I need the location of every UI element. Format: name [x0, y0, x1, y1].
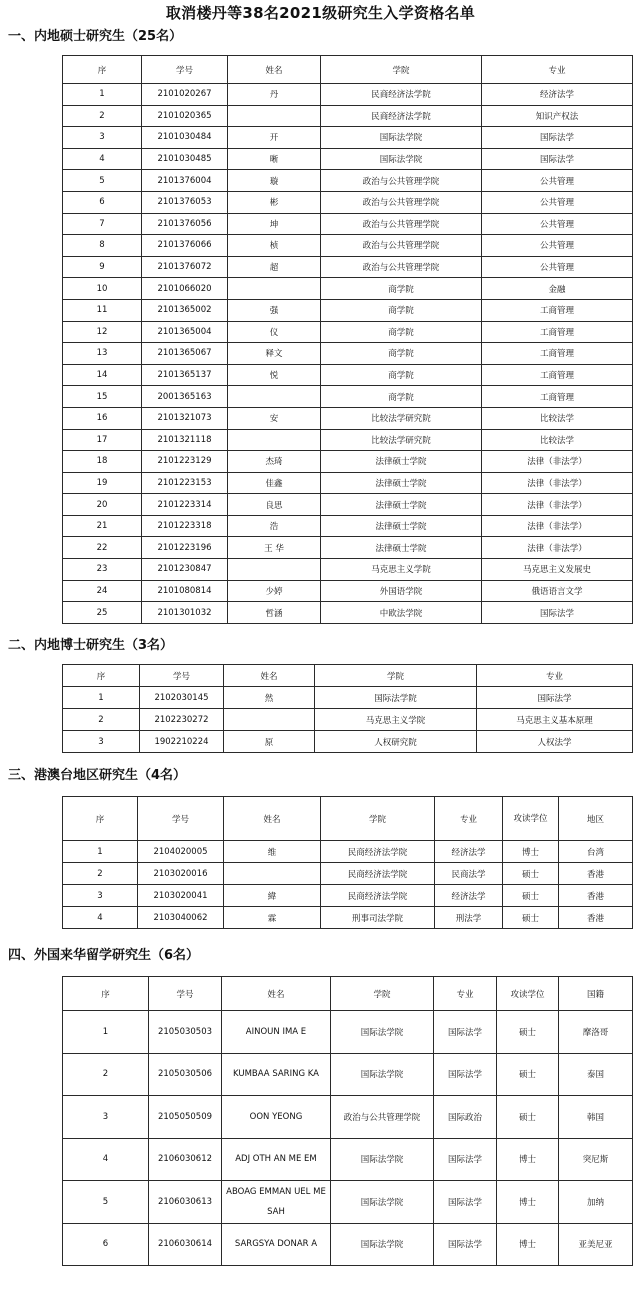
cell-college: 国际法学院 [331, 1138, 434, 1181]
cell-college: 商学院 [321, 364, 482, 386]
table-row [63, 364, 633, 386]
cell-nationality: 泰国 [559, 1053, 633, 1096]
cell-major: 国际政治 [434, 1096, 497, 1139]
cell-index: 14 [63, 364, 142, 386]
cell-college: 比较法学研究院 [321, 429, 482, 451]
cell-nationality: 摩洛哥 [559, 1011, 633, 1054]
cell-major: 人权法学 [477, 731, 633, 753]
cell-name: ADJ OTH AN ME EM [222, 1138, 331, 1181]
cell-index: 20 [63, 494, 142, 516]
cell-major: 金融 [482, 278, 633, 300]
cell-major: 国际法学 [482, 127, 633, 149]
cell-name: 丹 [228, 84, 321, 106]
cell-major: 俄语语言文学 [482, 580, 633, 602]
cell-name: 超 [228, 256, 321, 278]
cell-student-id: 2101321118 [142, 429, 228, 451]
cell-index: 2 [63, 105, 142, 127]
table-row [63, 580, 633, 602]
cell-index: 5 [63, 1181, 149, 1224]
header-major: 专业 [477, 665, 633, 687]
cell-region: 香港 [559, 863, 633, 885]
cell-major: 国际法学 [482, 148, 633, 170]
cell-name: 开 [228, 127, 321, 149]
cell-index: 8 [63, 235, 142, 257]
table-row [63, 170, 633, 192]
cell-index: 7 [63, 213, 142, 235]
cell-name: 释文 [228, 343, 321, 365]
cell-index: 6 [63, 1223, 149, 1266]
cell-nationality: 加纳 [559, 1181, 633, 1224]
cell-name: 霖 [224, 907, 321, 929]
header-college: 学院 [321, 797, 435, 841]
cell-student-id: 2106030614 [149, 1223, 222, 1266]
cell-college: 政治与公共管理学院 [331, 1096, 434, 1139]
cell-index: 10 [63, 278, 142, 300]
cell-college: 商学院 [321, 343, 482, 365]
cell-major: 经济法学 [482, 84, 633, 106]
cell-college: 国际法学院 [315, 687, 477, 709]
cell-index: 25 [63, 602, 142, 624]
header-name: 姓名 [224, 665, 315, 687]
cell-nationality: 突尼斯 [559, 1138, 633, 1181]
cell-degree: 硕士 [503, 885, 559, 907]
cell-college: 政治与公共管理学院 [321, 191, 482, 213]
cell-student-id: 2101223318 [142, 515, 228, 537]
table-row [63, 602, 633, 624]
cell-college: 民商经济法学院 [321, 841, 435, 863]
cell-name [228, 278, 321, 300]
cell-index: 3 [63, 731, 140, 753]
header-major: 专业 [434, 977, 497, 1011]
table-row [63, 105, 633, 127]
cell-college: 政治与公共管理学院 [321, 256, 482, 278]
cell-name: 坤 [228, 213, 321, 235]
cell-college: 国际法学院 [331, 1181, 434, 1224]
cell-index: 2 [63, 709, 140, 731]
table-row [63, 148, 633, 170]
cell-degree: 硕士 [503, 863, 559, 885]
cell-student-id: 2001365163 [142, 386, 228, 408]
table-row [63, 407, 633, 429]
cell-major: 公共管理 [482, 256, 633, 278]
cell-college: 商学院 [321, 321, 482, 343]
section-heading-hk-macau-taiwan: 三、港澳台地区研究生（4名） [8, 768, 187, 783]
table-row [63, 1223, 633, 1266]
table-row [63, 863, 633, 885]
cell-student-id: 2102030145 [140, 687, 224, 709]
cell-college: 法律硕士学院 [321, 537, 482, 559]
cell-name: SARGSYA DONAR A [222, 1223, 331, 1266]
cell-college: 法律硕士学院 [321, 515, 482, 537]
cell-college: 商学院 [321, 386, 482, 408]
cell-name: 王 华 [228, 537, 321, 559]
cell-major: 经济法学 [435, 885, 503, 907]
cell-index: 4 [63, 907, 138, 929]
cell-college: 马克思主义学院 [315, 709, 477, 731]
cell-degree: 博士 [497, 1138, 559, 1181]
table-row [63, 235, 633, 257]
cell-major: 公共管理 [482, 213, 633, 235]
cell-name: 维 [224, 841, 321, 863]
cell-major: 法律（非法学） [482, 451, 633, 473]
cell-student-id: 2101365002 [142, 299, 228, 321]
cell-index: 13 [63, 343, 142, 365]
cell-college: 国际法学院 [331, 1011, 434, 1054]
cell-degree: 硕士 [497, 1011, 559, 1054]
cell-name: 仪 [228, 321, 321, 343]
cell-major: 国际法学 [434, 1138, 497, 1181]
cell-index: 1 [63, 687, 140, 709]
cell-major: 公共管理 [482, 170, 633, 192]
header-index: 序 [63, 797, 138, 841]
table-row [63, 84, 633, 106]
header-student-id: 学号 [142, 56, 228, 84]
header-index: 序 [63, 56, 142, 84]
cell-index: 21 [63, 515, 142, 537]
cell-name: 緯 [224, 885, 321, 907]
section-heading-master: 一、内地硕士研究生（25名） [8, 29, 183, 44]
section-heading-doctoral: 二、内地博士研究生（3名） [8, 638, 174, 653]
table-row [63, 472, 633, 494]
cell-college: 民商经济法学院 [321, 863, 435, 885]
table-master-students [62, 55, 633, 624]
cell-major: 工商管理 [482, 364, 633, 386]
table-header-row [63, 56, 633, 84]
cell-major: 国际法学 [434, 1181, 497, 1224]
cell-major: 国际法学 [477, 687, 633, 709]
cell-student-id: 2105030503 [149, 1011, 222, 1054]
table-row [63, 429, 633, 451]
cell-major: 国际法学 [482, 602, 633, 624]
header-college: 学院 [331, 977, 434, 1011]
table-row [63, 213, 633, 235]
cell-region: 台湾 [559, 841, 633, 863]
cell-student-id: 2101376066 [142, 235, 228, 257]
cell-name: 原 [224, 731, 315, 753]
cell-student-id: 2101365004 [142, 321, 228, 343]
cell-index: 11 [63, 299, 142, 321]
cell-major: 民商法学 [435, 863, 503, 885]
cell-name: 浩 [228, 515, 321, 537]
cell-college: 外国语学院 [321, 580, 482, 602]
header-index: 序 [63, 665, 140, 687]
cell-name [228, 429, 321, 451]
cell-major: 法律（非法学） [482, 472, 633, 494]
cell-index: 12 [63, 321, 142, 343]
cell-college: 人权研究院 [315, 731, 477, 753]
cell-index: 16 [63, 407, 142, 429]
cell-college: 政治与公共管理学院 [321, 235, 482, 257]
cell-college: 民商经济法学院 [321, 105, 482, 127]
cell-index: 4 [63, 1138, 149, 1181]
header-degree: 攻读学位 [503, 797, 559, 841]
header-student-id: 学号 [140, 665, 224, 687]
header-college: 学院 [315, 665, 477, 687]
cell-major: 马克思主义基本原理 [477, 709, 633, 731]
cell-name: 晰 [228, 148, 321, 170]
cell-name: 悦 [228, 364, 321, 386]
table-row [63, 127, 633, 149]
cell-college: 国际法学院 [321, 127, 482, 149]
cell-student-id: 2101066020 [142, 278, 228, 300]
cell-college: 政治与公共管理学院 [321, 170, 482, 192]
cell-major: 经济法学 [435, 841, 503, 863]
cell-student-id: 2103020041 [138, 885, 224, 907]
cell-major: 法律（非法学） [482, 537, 633, 559]
cell-name: 彬 [228, 191, 321, 213]
table-row [63, 343, 633, 365]
cell-major: 知识产权法 [482, 105, 633, 127]
cell-college: 民商经济法学院 [321, 84, 482, 106]
table-row [63, 1011, 633, 1054]
table-doctoral-students [62, 664, 633, 753]
cell-college: 法律硕士学院 [321, 494, 482, 516]
cell-name: 少婷 [228, 580, 321, 602]
table-row [63, 709, 633, 731]
cell-index: 1 [63, 1011, 149, 1054]
cell-major: 比较法学 [482, 407, 633, 429]
cell-student-id: 2106030612 [149, 1138, 222, 1181]
cell-index: 9 [63, 256, 142, 278]
cell-major: 工商管理 [482, 299, 633, 321]
header-region: 地区 [559, 797, 633, 841]
cell-region: 香港 [559, 885, 633, 907]
cell-student-id: 2105030506 [149, 1053, 222, 1096]
cell-major: 马克思主义发展史 [482, 559, 633, 581]
cell-major: 比较法学 [482, 429, 633, 451]
cell-college: 国际法学院 [321, 148, 482, 170]
cell-major: 法律（非法学） [482, 494, 633, 516]
cell-student-id: 2103040062 [138, 907, 224, 929]
cell-student-id: 2101376053 [142, 191, 228, 213]
cell-student-id: 2103020016 [138, 863, 224, 885]
header-name: 姓名 [228, 56, 321, 84]
cell-degree: 硕士 [497, 1053, 559, 1096]
cell-major: 工商管理 [482, 386, 633, 408]
table-hmt-students [62, 796, 633, 929]
header-name: 姓名 [222, 977, 331, 1011]
cell-name: ABOAG EMMAN UEL ME SAH [222, 1181, 331, 1224]
cell-name [228, 105, 321, 127]
cell-college: 国际法学院 [331, 1223, 434, 1266]
table-row [63, 321, 633, 343]
cell-name: 强 [228, 299, 321, 321]
cell-degree: 硕士 [503, 907, 559, 929]
cell-college: 中欧法学院 [321, 602, 482, 624]
cell-student-id: 2101030485 [142, 148, 228, 170]
table-row [63, 386, 633, 408]
cell-name [224, 863, 321, 885]
table-row [63, 559, 633, 581]
cell-name [224, 709, 315, 731]
cell-index: 5 [63, 170, 142, 192]
header-student-id: 学号 [149, 977, 222, 1011]
cell-college: 刑事司法学院 [321, 907, 435, 929]
cell-index: 6 [63, 191, 142, 213]
table-header-row [63, 797, 633, 841]
cell-student-id: 2101020267 [142, 84, 228, 106]
cell-student-id: 1902210224 [140, 731, 224, 753]
cell-name: 桢 [228, 235, 321, 257]
header-college: 学院 [321, 56, 482, 84]
cell-major: 国际法学 [434, 1011, 497, 1054]
table-row [63, 451, 633, 473]
table-header-row [63, 977, 633, 1011]
header-index: 序 [63, 977, 149, 1011]
cell-student-id: 2104020005 [138, 841, 224, 863]
cell-student-id: 2105050509 [149, 1096, 222, 1139]
cell-college: 法律硕士学院 [321, 451, 482, 473]
header-nationality: 国籍 [559, 977, 633, 1011]
table-row [63, 1181, 633, 1224]
cell-nationality: 韩国 [559, 1096, 633, 1139]
cell-major: 公共管理 [482, 191, 633, 213]
cell-degree: 博士 [497, 1181, 559, 1224]
cell-major: 公共管理 [482, 235, 633, 257]
cell-student-id: 2101223129 [142, 451, 228, 473]
table-row [63, 537, 633, 559]
cell-index: 3 [63, 127, 142, 149]
table-row [63, 494, 633, 516]
cell-major: 国际法学 [434, 1053, 497, 1096]
cell-nationality: 亚美尼亚 [559, 1223, 633, 1266]
cell-student-id: 2101223314 [142, 494, 228, 516]
table-row [63, 299, 633, 321]
table-row [63, 278, 633, 300]
cell-student-id: 2101376072 [142, 256, 228, 278]
cell-index: 3 [63, 1096, 149, 1139]
cell-name: 然 [224, 687, 315, 709]
table-row [63, 191, 633, 213]
table-row [63, 907, 633, 929]
cell-student-id: 2101301032 [142, 602, 228, 624]
header-student-id: 学号 [138, 797, 224, 841]
cell-student-id: 2101321073 [142, 407, 228, 429]
cell-college: 马克思主义学院 [321, 559, 482, 581]
cell-college: 比较法学研究院 [321, 407, 482, 429]
cell-name: 安 [228, 407, 321, 429]
table-row [63, 687, 633, 709]
cell-major: 法律（非法学） [482, 515, 633, 537]
cell-degree: 博士 [503, 841, 559, 863]
cell-degree: 硕士 [497, 1096, 559, 1139]
header-degree: 攻读学位 [497, 977, 559, 1011]
cell-name: 良思 [228, 494, 321, 516]
cell-student-id: 2101365137 [142, 364, 228, 386]
cell-college: 法律硕士学院 [321, 472, 482, 494]
cell-college: 商学院 [321, 278, 482, 300]
table-row [63, 841, 633, 863]
cell-index: 17 [63, 429, 142, 451]
document-title: 取消楼丹等38名2021级研究生入学资格名单 [165, 4, 476, 22]
cell-index: 23 [63, 559, 142, 581]
cell-index: 15 [63, 386, 142, 408]
cell-index: 4 [63, 148, 142, 170]
cell-name: KUMBAA SARING KA [222, 1053, 331, 1096]
cell-index: 1 [63, 841, 138, 863]
cell-name [228, 559, 321, 581]
cell-college: 国际法学院 [331, 1053, 434, 1096]
cell-student-id: 2101020365 [142, 105, 228, 127]
cell-name: 哲涵 [228, 602, 321, 624]
cell-name: 佳鑫 [228, 472, 321, 494]
cell-student-id: 2101230847 [142, 559, 228, 581]
cell-major: 国际法学 [434, 1223, 497, 1266]
cell-student-id: 2101223153 [142, 472, 228, 494]
cell-student-id: 2101365067 [142, 343, 228, 365]
cell-degree: 博士 [497, 1223, 559, 1266]
cell-index: 2 [63, 1053, 149, 1096]
cell-major: 工商管理 [482, 321, 633, 343]
table-header-row [63, 665, 633, 687]
cell-name: 杰琦 [228, 451, 321, 473]
cell-index: 19 [63, 472, 142, 494]
cell-student-id: 2101080814 [142, 580, 228, 602]
cell-student-id: 2101030484 [142, 127, 228, 149]
table-row [63, 885, 633, 907]
cell-name: OON YEONG [222, 1096, 331, 1139]
cell-index: 24 [63, 580, 142, 602]
table-international-students [62, 976, 633, 1266]
header-name: 姓名 [224, 797, 321, 841]
cell-name [228, 386, 321, 408]
cell-college: 民商经济法学院 [321, 885, 435, 907]
cell-major: 刑法学 [435, 907, 503, 929]
table-row [63, 731, 633, 753]
table-row [63, 515, 633, 537]
cell-region: 香港 [559, 907, 633, 929]
cell-college: 商学院 [321, 299, 482, 321]
cell-index: 22 [63, 537, 142, 559]
cell-index: 1 [63, 84, 142, 106]
table-row [63, 1138, 633, 1181]
table-row [63, 1096, 633, 1139]
cell-index: 18 [63, 451, 142, 473]
table-row [63, 256, 633, 278]
header-major: 专业 [435, 797, 503, 841]
header-major: 专业 [482, 56, 633, 84]
cell-index: 3 [63, 885, 138, 907]
cell-student-id: 2101376004 [142, 170, 228, 192]
cell-college: 政治与公共管理学院 [321, 213, 482, 235]
table-row [63, 1053, 633, 1096]
cell-name: 璇 [228, 170, 321, 192]
cell-student-id: 2106030613 [149, 1181, 222, 1224]
section-heading-international: 四、外国来华留学研究生（6名） [8, 948, 200, 963]
cell-student-id: 2101376056 [142, 213, 228, 235]
cell-student-id: 2102230272 [140, 709, 224, 731]
cell-major: 工商管理 [482, 343, 633, 365]
cell-name: AINOUN IMA E [222, 1011, 331, 1054]
cell-index: 2 [63, 863, 138, 885]
cell-student-id: 2101223196 [142, 537, 228, 559]
